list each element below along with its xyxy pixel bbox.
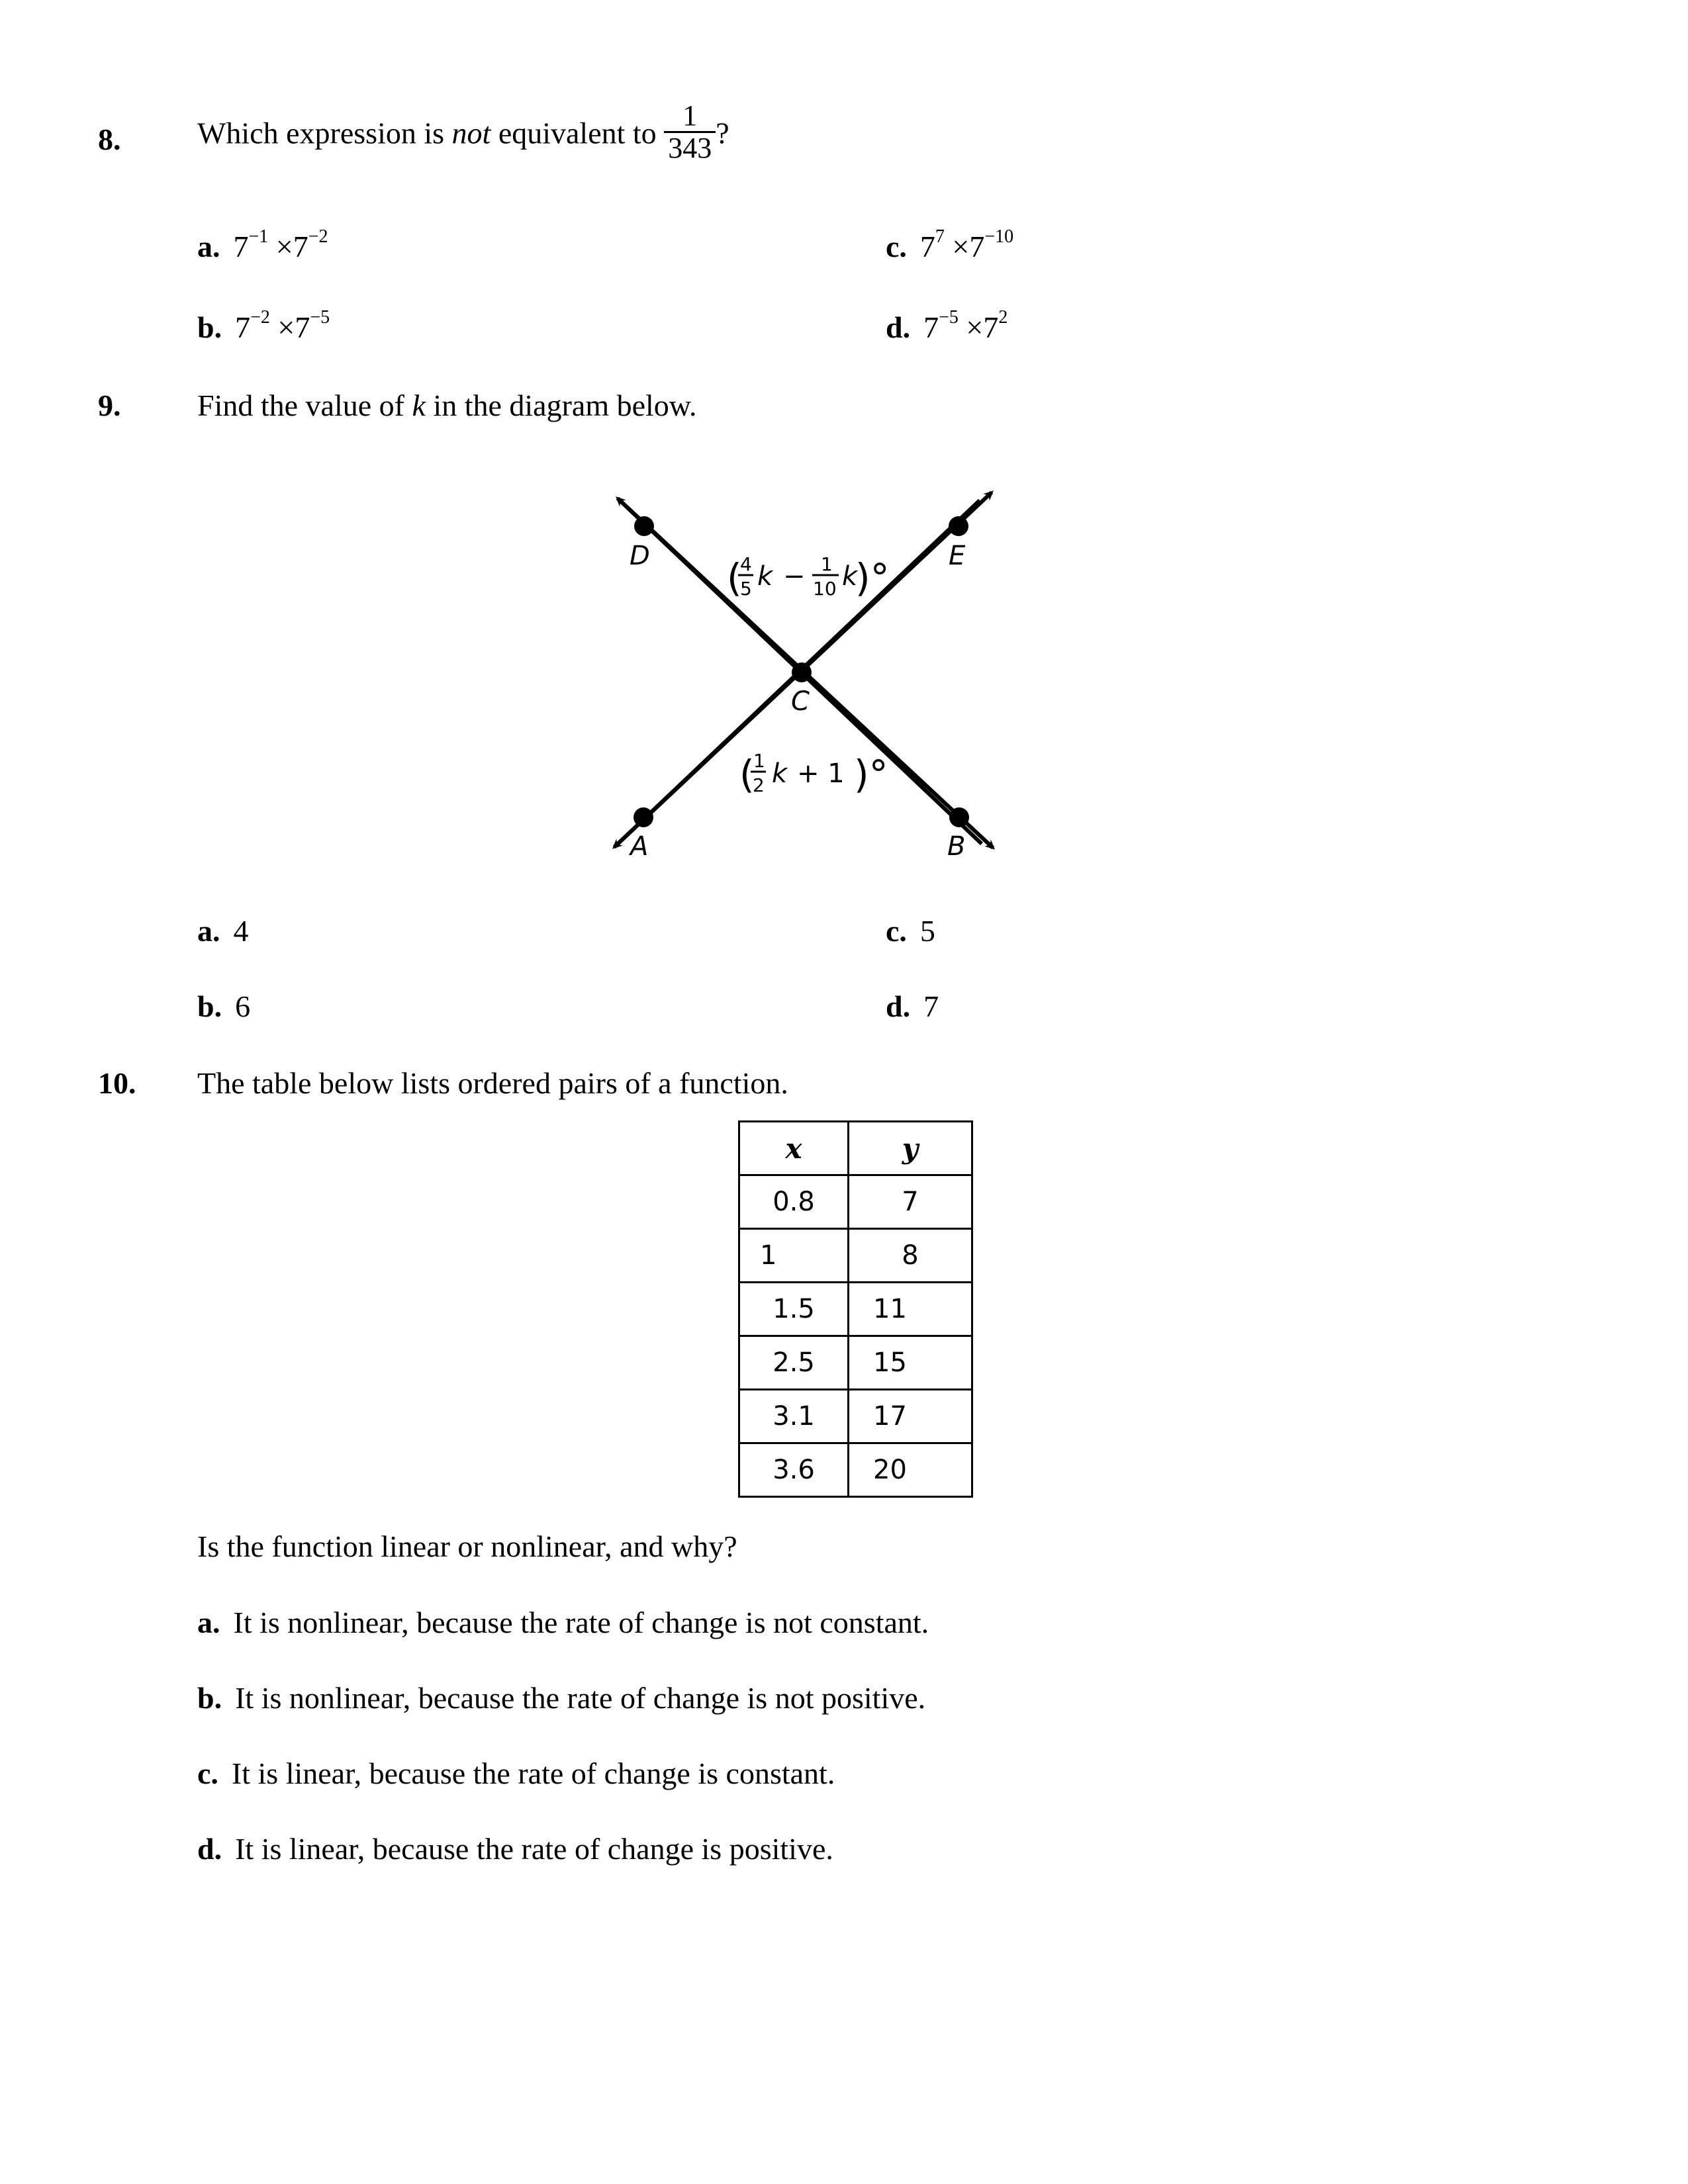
q10-followup: Is the function linear or nonlinear, and why? bbox=[197, 1529, 737, 1563]
q9-choice-a[interactable] bbox=[197, 913, 249, 948]
times-operator: × bbox=[277, 310, 295, 344]
function-table-wrapper bbox=[738, 1120, 973, 1498]
table-row bbox=[739, 1443, 972, 1497]
base: 7 bbox=[295, 310, 310, 344]
choice-value: 7 bbox=[923, 989, 939, 1023]
table-cell-x: 1 bbox=[739, 1229, 849, 1283]
intersecting-lines-diagram bbox=[596, 477, 1006, 874]
q9-prompt-after: in the diagram below. bbox=[433, 388, 697, 422]
base: 7 bbox=[919, 230, 935, 263]
table-cell-y: 17 bbox=[849, 1390, 972, 1443]
exponent: 2 bbox=[998, 307, 1008, 328]
choice-letter: a. bbox=[197, 914, 220, 948]
label-e: E bbox=[949, 541, 966, 571]
choice-letter: c. bbox=[886, 914, 907, 948]
bottom-plus-one: + 1 bbox=[797, 758, 845, 789]
top-frac2-den: 10 bbox=[813, 578, 837, 600]
table-cell-x: 1.5 bbox=[739, 1283, 849, 1336]
point-b bbox=[949, 807, 969, 827]
label-b: B bbox=[947, 831, 966, 862]
table-header-y: y bbox=[849, 1122, 972, 1175]
point-e bbox=[949, 516, 968, 536]
table-cell-x: 0.8 bbox=[739, 1175, 849, 1229]
q10-choice-b[interactable] bbox=[197, 1680, 925, 1715]
bottom-k: k bbox=[772, 758, 788, 789]
q9-prompt-variable: k bbox=[412, 388, 426, 422]
question-10-prompt: The table below lists ordered pairs of a function. bbox=[197, 1066, 788, 1100]
exponent: −2 bbox=[250, 307, 270, 328]
q8-choice-a[interactable] bbox=[197, 226, 328, 264]
q8-prompt-before: Which expression is bbox=[197, 116, 445, 150]
choice-letter: d. bbox=[886, 989, 911, 1023]
base: 7 bbox=[983, 310, 999, 344]
table-row bbox=[739, 1283, 972, 1336]
choice-text: It is linear, because the rate of change is constant. bbox=[231, 1756, 835, 1790]
q8-fraction-denominator: 343 bbox=[668, 132, 712, 165]
question-8-prompt bbox=[197, 99, 729, 167]
table-cell-y: 8 bbox=[849, 1229, 972, 1283]
choice-text: It is nonlinear, because the rate of change is not positive. bbox=[235, 1681, 926, 1715]
point-c bbox=[792, 662, 812, 682]
choice-letter: d. bbox=[886, 310, 911, 344]
bottom-angle-expression bbox=[739, 750, 888, 797]
point-d bbox=[634, 516, 654, 536]
times-operator: × bbox=[952, 230, 970, 263]
q8-choice-b[interactable] bbox=[197, 307, 330, 345]
bottom-frac-den: 2 bbox=[753, 774, 765, 796]
table-cell-y: 15 bbox=[849, 1336, 972, 1390]
base: 7 bbox=[233, 230, 249, 263]
choice-letter: a. bbox=[197, 1606, 220, 1639]
question-10-number: 10. bbox=[98, 1066, 136, 1100]
point-a bbox=[633, 807, 653, 827]
choice-text: It is nonlinear, because the rate of change is not constant. bbox=[233, 1606, 929, 1639]
top-frac1-den: 5 bbox=[740, 578, 752, 600]
q8-fraction-numerator: 1 bbox=[664, 101, 716, 133]
choice-letter: a. bbox=[197, 230, 220, 263]
top-close-paren: )° bbox=[855, 555, 890, 600]
bottom-open-paren: ( bbox=[739, 752, 755, 797]
choice-letter: c. bbox=[886, 230, 907, 263]
bottom-close-paren: )° bbox=[854, 752, 888, 797]
table-cell-y: 20 bbox=[849, 1443, 972, 1497]
choice-letter: d. bbox=[197, 1832, 222, 1866]
base: 7 bbox=[293, 230, 308, 263]
bottom-frac-num: 1 bbox=[753, 750, 765, 772]
q9-choice-c[interactable] bbox=[886, 913, 935, 948]
function-table bbox=[738, 1120, 973, 1498]
table-cell-x: 3.6 bbox=[739, 1443, 849, 1497]
q8-choice-c[interactable] bbox=[886, 226, 1014, 264]
question-9-number: 9. bbox=[98, 388, 121, 422]
choice-value: 6 bbox=[235, 989, 251, 1023]
top-minus: − bbox=[783, 561, 806, 592]
table-header-row bbox=[739, 1122, 972, 1175]
q8-fraction bbox=[664, 101, 716, 163]
choice-letter: b. bbox=[197, 989, 222, 1023]
exponent: −2 bbox=[308, 226, 328, 247]
q9-choice-d[interactable] bbox=[886, 989, 939, 1024]
table-cell-y: 11 bbox=[849, 1283, 972, 1336]
choice-value: 4 bbox=[233, 914, 249, 948]
table-row bbox=[739, 1336, 972, 1390]
top-frac2-num: 1 bbox=[821, 553, 833, 575]
q8-choice-d[interactable] bbox=[886, 307, 1008, 345]
top-open-paren: ( bbox=[727, 555, 742, 600]
base: 7 bbox=[969, 230, 985, 263]
label-c: C bbox=[791, 686, 810, 717]
top-frac1-num: 4 bbox=[740, 553, 752, 575]
top-angle-expression bbox=[727, 553, 890, 600]
exponent: 7 bbox=[935, 226, 945, 247]
base: 7 bbox=[923, 310, 939, 344]
table-row bbox=[739, 1390, 972, 1443]
table-cell-y: 7 bbox=[849, 1175, 972, 1229]
exponent: −10 bbox=[984, 226, 1014, 247]
times-operator: × bbox=[275, 230, 293, 263]
label-d: D bbox=[630, 541, 650, 571]
exponent: −5 bbox=[310, 307, 330, 328]
table-row bbox=[739, 1229, 972, 1283]
question-8-number: 8. bbox=[98, 122, 121, 156]
q10-choice-a[interactable] bbox=[197, 1605, 929, 1640]
times-operator: × bbox=[966, 310, 984, 344]
base: 7 bbox=[235, 310, 251, 344]
table-header-x: x bbox=[739, 1122, 849, 1175]
q9-prompt-before: Find the value of bbox=[197, 388, 404, 422]
exponent: −1 bbox=[248, 226, 269, 247]
q9-choice-b[interactable] bbox=[197, 989, 250, 1024]
question-9-prompt bbox=[197, 388, 697, 423]
q8-prompt-after: equivalent to bbox=[498, 116, 657, 150]
label-a: A bbox=[630, 831, 649, 862]
q8-prompt-emphasis: not bbox=[451, 116, 491, 150]
choice-letter: b. bbox=[197, 1681, 222, 1715]
q10-choice-c[interactable] bbox=[197, 1756, 835, 1791]
exponent: −5 bbox=[939, 307, 959, 328]
table-cell-x: 2.5 bbox=[739, 1336, 849, 1390]
q10-choice-d[interactable] bbox=[197, 1831, 833, 1866]
top-k1: k bbox=[757, 561, 773, 592]
choice-letter: c. bbox=[197, 1756, 218, 1790]
choice-text: It is linear, because the rate of change is positive. bbox=[235, 1832, 833, 1866]
choice-letter: b. bbox=[197, 310, 222, 344]
table-row bbox=[739, 1175, 972, 1229]
top-k2: k bbox=[842, 561, 858, 592]
q8-prompt-end: ? bbox=[716, 116, 729, 150]
table-cell-x: 3.1 bbox=[739, 1390, 849, 1443]
choice-value: 5 bbox=[919, 914, 935, 948]
